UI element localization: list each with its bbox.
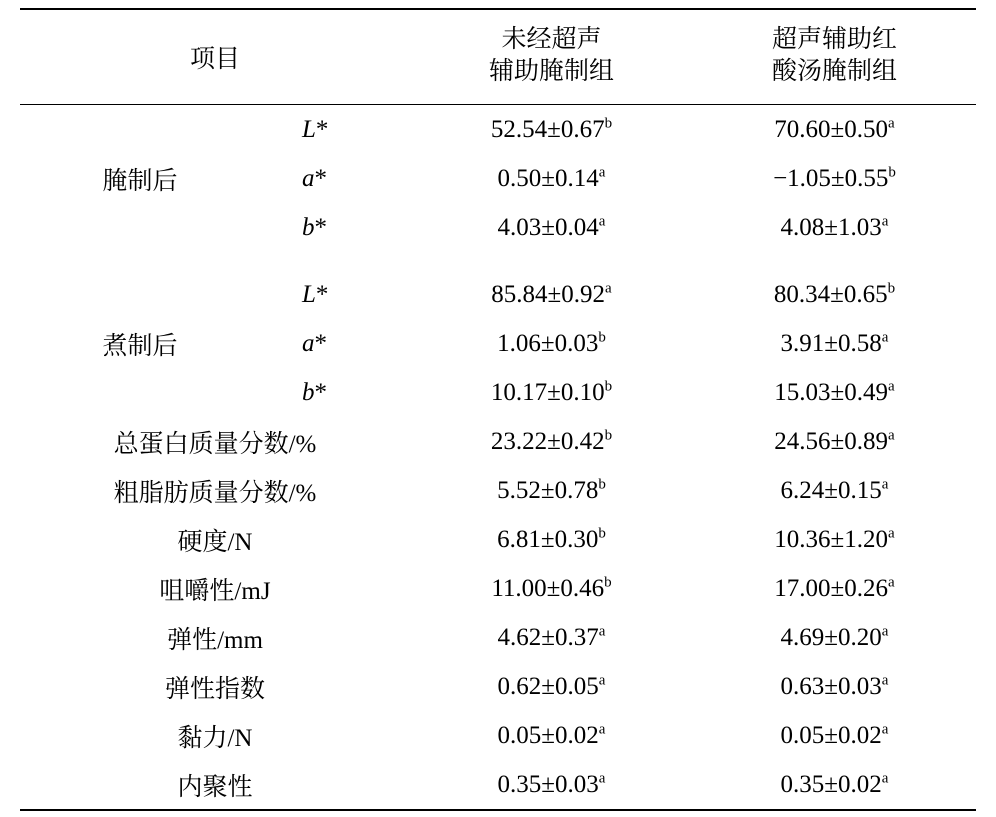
row-label: 内聚性: [177, 773, 253, 801]
cell-value-text: 52.54±0.67: [490, 115, 605, 143]
table-row: [20, 515, 976, 564]
table-header-row: [20, 9, 976, 105]
cell-value-text: 0.35±0.03: [497, 770, 599, 798]
cell-value-text: 10.17±0.10: [490, 378, 605, 406]
cell-value: [410, 417, 693, 466]
cell-superscript: b: [604, 378, 613, 395]
cell-value: [410, 515, 693, 564]
cell-value: [410, 466, 693, 515]
table-row: [20, 760, 976, 810]
spacer-cell: [410, 252, 693, 270]
header-group-2-line-1: 超声辅助红: [771, 26, 897, 53]
cell-value-text: 23.22±0.42: [490, 427, 605, 455]
cell-superscript: a: [598, 623, 606, 640]
rule-cell: [693, 810, 976, 817]
header-group-2: [693, 9, 976, 105]
results-table: [20, 8, 976, 817]
cell-value-text: 11.00±0.46: [491, 574, 605, 602]
cell-value-text: 4.69±0.20: [780, 623, 882, 651]
cell-superscript: a: [888, 525, 895, 542]
cell-value: [693, 466, 976, 515]
sub-label-text: b: [301, 378, 315, 406]
cell-value: [693, 760, 976, 810]
sub-label-text: a: [301, 164, 315, 192]
group-label-0: 腌制后: [20, 105, 260, 253]
row-label: 黏力/N: [177, 724, 253, 752]
cell-value-text: 17.00±0.26: [774, 574, 889, 602]
row-label: 硬度/N: [177, 528, 253, 556]
cell-value: [693, 270, 976, 319]
table-row: [20, 564, 976, 613]
rule-cell: [20, 810, 260, 817]
sub-label-text: b: [301, 213, 315, 241]
cell-value-text: 85.84±0.92: [491, 280, 606, 308]
cell-value-text: 4.03±0.04: [497, 213, 599, 241]
cell-value: [693, 319, 976, 368]
spacer-cell: [20, 252, 260, 270]
cell-superscript: a: [881, 476, 889, 493]
cell-superscript: b: [598, 476, 606, 493]
cell-superscript: b: [604, 574, 612, 591]
cell-value-text: 1.06±0.03: [497, 329, 599, 357]
cell-value-text: 0.50±0.14: [497, 164, 599, 192]
cell-value: [693, 515, 976, 564]
header-item: 项目: [20, 9, 410, 105]
cell-value-text: 70.60±0.50: [774, 115, 889, 143]
cell-value: [410, 203, 693, 252]
sub-label: [260, 368, 410, 417]
cell-superscript: a: [881, 672, 889, 689]
sub-label-text: a: [301, 329, 315, 357]
table-row: [20, 270, 976, 319]
cell-superscript: a: [881, 623, 889, 640]
cell-value-text: 5.52±0.78: [497, 476, 599, 504]
sub-label: [260, 270, 410, 319]
cell-superscript: b: [887, 280, 896, 297]
row-label: 咀嚼性/mJ: [159, 577, 271, 605]
header-group-1-line-2: 辅助腌制组: [488, 58, 614, 85]
cell-value-text: 0.35±0.02: [780, 770, 882, 798]
cell-superscript: a: [881, 329, 889, 346]
cell-value-text: 15.03±0.49: [774, 378, 889, 406]
sub-label: [260, 154, 410, 203]
cell-superscript: a: [598, 770, 606, 787]
spacer-cell: [693, 252, 976, 270]
cell-value: [410, 105, 693, 155]
cell-value: [410, 760, 693, 810]
sub-label-text: L: [301, 280, 316, 308]
cell-superscript: b: [598, 329, 606, 346]
cell-superscript: a: [888, 378, 895, 395]
table-row: [20, 417, 976, 466]
cell-value-text: −1.05±0.55: [773, 164, 889, 192]
cell-value: [410, 368, 693, 417]
cell-value-text: 0.05±0.02: [497, 721, 599, 749]
cell-value: [410, 564, 693, 613]
cell-value: [693, 368, 976, 417]
sub-label-star: *: [315, 115, 329, 143]
cell-value: [693, 105, 976, 155]
sub-label-star: *: [314, 213, 327, 241]
sub-label: [260, 203, 410, 252]
cell-value-text: 0.05±0.02: [780, 721, 882, 749]
cell-superscript: a: [881, 213, 889, 230]
cell-value: [693, 613, 976, 662]
table-container: [0, 8, 996, 801]
cell-superscript: a: [598, 672, 606, 689]
cell-value-text: 6.81±0.30: [497, 525, 599, 553]
cell-value: [693, 711, 976, 760]
row-label: 总蛋白质量分数/%: [113, 430, 317, 458]
cell-superscript: a: [881, 721, 889, 738]
cell-value-text: 80.34±0.65: [773, 280, 888, 308]
cell-value: [410, 319, 693, 368]
cell-value-text: 4.62±0.37: [497, 623, 599, 651]
cell-value-text: 10.36±1.20: [774, 525, 889, 553]
cell-superscript: b: [598, 525, 606, 542]
cell-value: [693, 417, 976, 466]
cell-superscript: a: [598, 213, 606, 230]
table-row: [20, 711, 976, 760]
cell-value: [693, 203, 976, 252]
table-row: [20, 613, 976, 662]
cell-superscript: a: [598, 721, 606, 738]
row-spacer: [20, 252, 976, 270]
sub-label-star: *: [314, 164, 327, 192]
cell-superscript: b: [888, 164, 896, 181]
sub-label-text: L: [301, 115, 316, 143]
cell-value-text: 0.63±0.03: [780, 672, 882, 700]
cell-value: [410, 613, 693, 662]
row-label: 弹性/mm: [167, 626, 263, 654]
sub-label: [260, 105, 410, 155]
table-row: [20, 662, 976, 711]
cell-superscript: b: [604, 427, 613, 444]
cell-superscript: a: [888, 427, 895, 444]
cell-value: [693, 564, 976, 613]
cell-value-text: 6.24±0.15: [780, 476, 882, 504]
cell-value: [693, 662, 976, 711]
sub-label-star: *: [315, 280, 329, 308]
cell-value-text: 3.91±0.58: [780, 329, 882, 357]
cell-value: [410, 711, 693, 760]
cell-superscript: a: [888, 574, 895, 591]
cell-value: [693, 154, 976, 203]
cell-value-text: 24.56±0.89: [774, 427, 889, 455]
cell-value-text: 0.62±0.05: [497, 672, 599, 700]
cell-value: [410, 662, 693, 711]
cell-superscript: a: [881, 770, 889, 787]
row-label: 弹性指数: [164, 675, 265, 703]
cell-superscript: a: [888, 115, 895, 132]
cell-superscript: a: [598, 164, 606, 181]
header-group-2-line-2: 酸汤腌制组: [771, 58, 897, 85]
rule-cell: [410, 810, 693, 817]
cell-superscript: b: [604, 115, 613, 132]
cell-value: [410, 270, 693, 319]
sub-label-star: *: [314, 329, 327, 357]
cell-value: [410, 154, 693, 203]
table-row: [20, 466, 976, 515]
sub-label: [260, 319, 410, 368]
table-row: [20, 105, 976, 155]
cell-superscript: a: [605, 280, 612, 297]
header-group-1: [410, 9, 693, 105]
row-label: 粗脂肪质量分数/%: [113, 479, 317, 507]
sub-label-star: *: [314, 378, 327, 406]
group-label-1: 煮制后: [102, 332, 178, 360]
cell-value-text: 4.08±1.03: [780, 213, 882, 241]
spacer-cell: [260, 252, 410, 270]
table-bottom-rule: [20, 810, 976, 817]
rule-cell: [260, 810, 410, 817]
header-group-1-line-1: 未经超声: [501, 26, 602, 53]
